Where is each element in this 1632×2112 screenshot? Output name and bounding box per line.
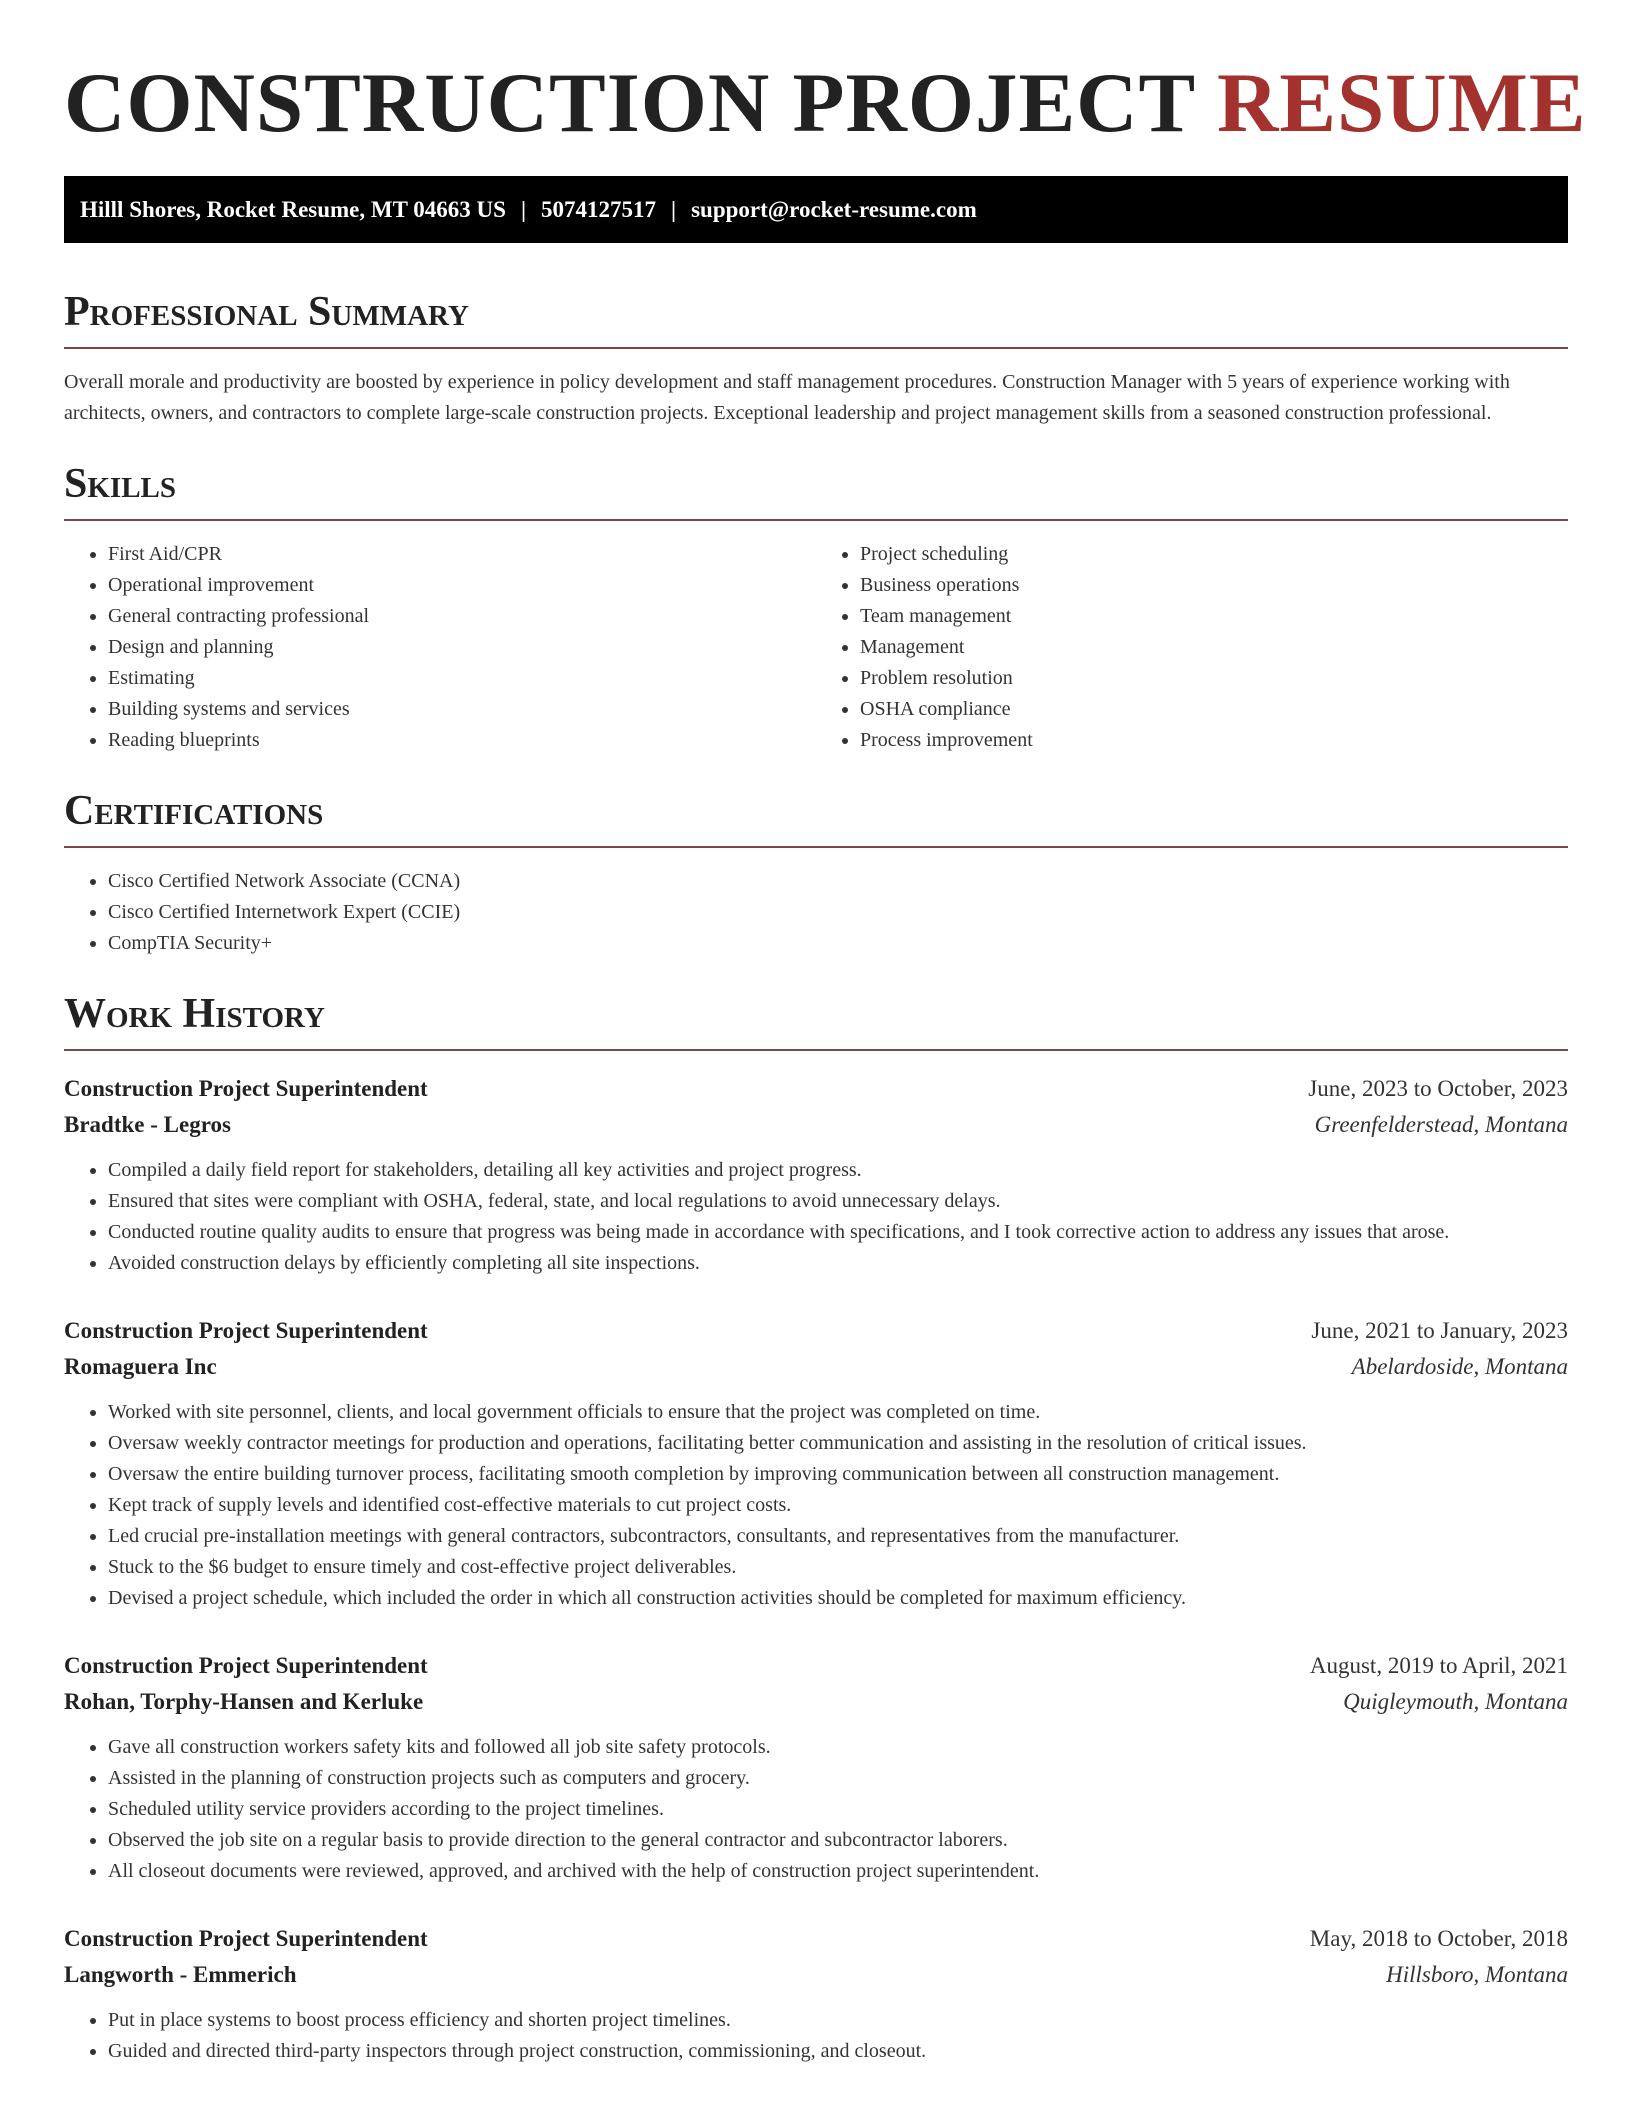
job-location: Hillsboro, Montana bbox=[1386, 1962, 1568, 1987]
skills-columns bbox=[64, 521, 1568, 756]
job-duty: • Compiled a daily field report for stakeholders, detailing all key activities and project progress. bbox=[108, 1155, 1568, 1186]
job-title: Construction Project Superintendent bbox=[64, 1653, 428, 1678]
job-location: Abelardoside, Montana bbox=[1351, 1354, 1568, 1379]
skill-item: • Design and planning bbox=[108, 632, 816, 663]
contact-address: Hilll Shores, Rocket Resume, MT 04663 US bbox=[80, 197, 506, 222]
job-duty: • Oversaw the entire building turnover process, facilitating smooth completion by improving communication between all construction management. bbox=[108, 1459, 1568, 1490]
title-main: CONSTRUCTION PROJECT bbox=[64, 56, 1195, 150]
skill-item: • Management bbox=[860, 632, 1568, 663]
job-entry bbox=[64, 1921, 1568, 2067]
job-duties-list bbox=[64, 1155, 1568, 1279]
skill-item: • Project scheduling bbox=[860, 539, 1568, 570]
job-duty: • Stuck to the $6 budget to ensure timely and cost-effective project deliverables. bbox=[108, 1552, 1568, 1583]
job-duty: • Assisted in the planning of construction projects such as computers and grocery. bbox=[108, 1763, 1568, 1794]
job-company: Bradtke - Legros bbox=[64, 1112, 231, 1137]
job-company-row bbox=[64, 1107, 1568, 1143]
skills-list-left bbox=[64, 539, 816, 756]
job-dates: August, 2019 to April, 2021 bbox=[1309, 1653, 1568, 1678]
job-duty: • Put in place systems to boost process efficiency and shorten project timelines. bbox=[108, 2005, 1568, 2036]
skills-list-right bbox=[816, 539, 1568, 756]
job-company: Rohan, Torphy-Hansen and Kerluke bbox=[64, 1689, 424, 1714]
job-company-row bbox=[64, 1957, 1568, 1993]
job-duty: • Led crucial pre-installation meetings with general contractors, subcontractors, consultants, and representatives from the manufacturer. bbox=[108, 1521, 1568, 1552]
skill-item: • General contracting professional bbox=[108, 601, 816, 632]
job-duty: • Conducted routine quality audits to ensure that progress was being made in accordance with specifications, and I took corrective action to address any issues that arose. bbox=[108, 1217, 1568, 1248]
job-header-row bbox=[64, 1071, 1568, 1107]
contact-phone: 5074127517 bbox=[541, 197, 657, 222]
job-entry bbox=[64, 1071, 1568, 1279]
contact-bar bbox=[64, 176, 1568, 243]
job-header-row bbox=[64, 1921, 1568, 1957]
job-company: Romaguera Inc bbox=[64, 1354, 217, 1379]
job-duty: • Devised a project schedule, which included the order in which all construction activities should be completed for maximum efficiency. bbox=[108, 1583, 1568, 1614]
resume-title bbox=[64, 56, 1587, 150]
job-location: Quigleymouth, Montana bbox=[1343, 1689, 1568, 1714]
certification-item: • CompTIA Security+ bbox=[108, 928, 1568, 959]
skill-item: • Operational improvement bbox=[108, 570, 816, 601]
job-duty: • Guided and directed third-party inspectors through project construction, commissioning, and closeout. bbox=[108, 2036, 1568, 2067]
job-duties-list bbox=[64, 1732, 1568, 1887]
title-accent: RESUME bbox=[1216, 56, 1587, 150]
job-entry bbox=[64, 1313, 1568, 1614]
job-duty: • Avoided construction delays by efficiently completing all site inspections. bbox=[108, 1248, 1568, 1279]
job-company-row bbox=[64, 1684, 1568, 1720]
job-duties-list bbox=[64, 2005, 1568, 2067]
job-header-row bbox=[64, 1313, 1568, 1349]
job-duty: • Gave all construction workers safety kits and followed all job site safety protocols. bbox=[108, 1732, 1568, 1763]
skill-item: • Problem resolution bbox=[860, 663, 1568, 694]
job-duty: • Observed the job site on a regular basis to provide direction to the general contractor and subcontractor laborers. bbox=[108, 1825, 1568, 1856]
section-heading-work-history: Work History bbox=[64, 989, 1568, 1051]
job-dates: June, 2023 to October, 2023 bbox=[1308, 1076, 1568, 1101]
job-dates: June, 2021 to January, 2023 bbox=[1311, 1318, 1568, 1343]
certifications-list bbox=[64, 866, 1568, 959]
job-duty: • Worked with site personnel, clients, and local government officials to ensure that the project was completed on time. bbox=[108, 1397, 1568, 1428]
skill-item: • First Aid/CPR bbox=[108, 539, 816, 570]
contact-separator: | bbox=[520, 197, 527, 222]
skill-item: • OSHA compliance bbox=[860, 694, 1568, 725]
job-duty: • Scheduled utility service providers according to the project timelines. bbox=[108, 1794, 1568, 1825]
skill-item: • Team management bbox=[860, 601, 1568, 632]
skill-item: • Reading blueprints bbox=[108, 725, 816, 756]
certification-item: • Cisco Certified Internetwork Expert (CCIE) bbox=[108, 897, 1568, 928]
summary-text: Overall morale and productivity are boosted by experience in policy development and staff management procedures. Construction Manager with 5 years of experience working with architects, owners, and contractors to complete large-scale construction projects. Exceptional leadership and project management skills from a seasoned construction professional. bbox=[64, 371, 1510, 424]
job-company-row bbox=[64, 1349, 1568, 1385]
job-title: Construction Project Superintendent bbox=[64, 1318, 428, 1343]
job-duty: • Oversaw weekly contractor meetings for production and operations, facilitating better communication and assisting in the resolution of critical issues. bbox=[108, 1428, 1568, 1459]
skill-item: • Process improvement bbox=[860, 725, 1568, 756]
job-title: Construction Project Superintendent bbox=[64, 1076, 428, 1101]
skill-item: • Estimating bbox=[108, 663, 816, 694]
job-duty: • All closeout documents were reviewed, approved, and archived with the help of construction project superintendent. bbox=[108, 1856, 1568, 1887]
job-location: Greenfelderstead, Montana bbox=[1314, 1112, 1568, 1137]
section-heading-certifications: Certifications bbox=[64, 786, 1568, 848]
job-duty: • Kept track of supply levels and identified cost-effective materials to cut project costs. bbox=[108, 1490, 1568, 1521]
section-heading-summary: Professional Summary bbox=[64, 287, 1568, 349]
section-heading-skills: Skills bbox=[64, 459, 1568, 521]
job-header-row bbox=[64, 1648, 1568, 1684]
contact-separator: | bbox=[671, 197, 677, 222]
contact-email: support@rocket-resume.com bbox=[691, 197, 977, 222]
certification-item: • Cisco Certified Network Associate (CCNA) bbox=[108, 866, 1568, 897]
skill-item: • Building systems and services bbox=[108, 694, 816, 725]
job-title: Construction Project Superintendent bbox=[64, 1926, 428, 1951]
job-company: Langworth - Emmerich bbox=[64, 1962, 297, 1987]
skill-item: • Business operations bbox=[860, 570, 1568, 601]
job-duty: • Ensured that sites were compliant with OSHA, federal, state, and local regulations to avoid unnecessary delays. bbox=[108, 1186, 1568, 1217]
job-entry bbox=[64, 1648, 1568, 1887]
job-duties-list bbox=[64, 1397, 1568, 1614]
job-dates: May, 2018 to October, 2018 bbox=[1309, 1926, 1568, 1951]
